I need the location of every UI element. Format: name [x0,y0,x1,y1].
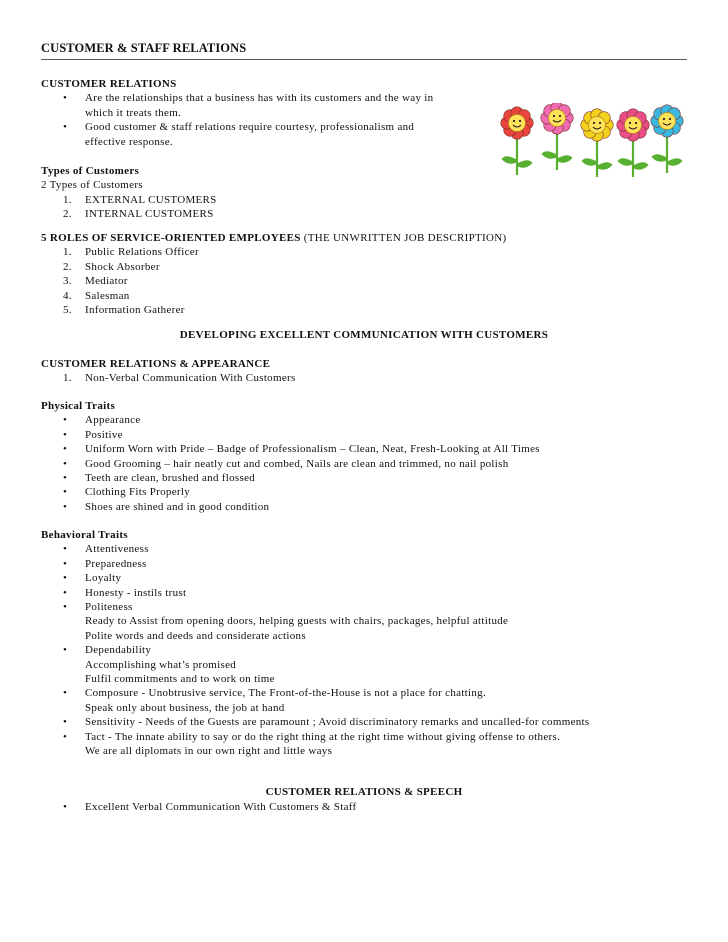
bullet-icon: • [63,572,68,585]
list-item: • Good customer & staff relations require courtesy, professionalism and effective response. [63,121,415,148]
list-item: 4. Salesman [63,289,130,302]
customer-relations-heading: CUSTOMER RELATIONS [41,78,177,90]
list-item: 1. EXTERNAL CUSTOMERS [63,193,217,206]
list-item: • Are the relationships that a business has with its customers and the way in which it treats them. [63,92,434,119]
bullet-icon: • [63,557,68,570]
bullet-icon: • [63,586,68,599]
list-item: • Excellent Verbal Communication With Customers & Staff [63,801,357,813]
list-item: • Sensitivity - Needs of the Guests are paramount ; Avoid discriminatory remarks and uncalled-for comments [63,716,590,729]
developing-heading: DEVELOPING EXCELLENT COMMUNICATION WITH CUSTOMERS [179,329,549,341]
list-item: • Politeness Ready to Assist from opening doors, helping guests with chairs, packages, helpful attitude Polite words and deeds and considerate actions [63,601,509,642]
list-item: • Good Grooming – hair neatly cut and combed, Nails are clean and trimmed, no nail polish [63,457,509,470]
bullet-icon: • [63,414,68,427]
list-item: • Honesty - instils trust [63,586,187,599]
list-item: • Clothing Fits Properly [63,486,190,499]
bullet-icon: • [63,500,68,513]
bullet-icon: • [63,543,68,556]
list-item: • Positive [63,428,123,441]
bullet-icon: • [63,644,68,657]
bullet-icon: • [63,443,68,456]
list-item: 1. Non-Verbal Communication With Customers [63,372,296,385]
bullet-icon: • [63,687,68,700]
physical-heading: Physical Traits [41,400,116,412]
speech-heading: CUSTOMER RELATIONS & SPEECH [265,786,463,798]
bullet-icon: • [63,730,68,743]
behavioral-heading: Behavioral Traits [41,529,128,541]
list-item: • Tact - The innate ability to say or do the right thing at the right time without giving offense to others. We are all diplomats in our own right and little ways [63,730,561,758]
flower-icon [541,103,573,170]
list-item: • Appearance [63,414,141,427]
list-item: • Attentiveness [63,543,149,556]
bullet-icon: • [63,92,68,105]
list-item: 2. Shock Absorber [63,260,160,273]
list-item: • Composure - Unobtrusive service, The Front-of-the-House is not a place for chatting. Speak only about business, the job at hand [63,687,487,714]
page-title: CUSTOMER & STAFF RELATIONS [41,41,687,60]
physical-section [41,399,687,514]
speech-section [41,800,687,814]
list-item: • Dependability Accomplishing what’s promised Fulfil commitments and to work on time [63,644,275,686]
behavioral-section [41,528,687,759]
roles-heading: 5 ROLES OF SERVICE-ORIENTED EMPLOYEES (THE UNWRITTEN JOB DESCRIPTION) [41,232,507,244]
appearance-section [41,357,687,386]
list-item: • Teeth are clean, brushed and flossed [63,472,256,485]
types-heading: Types of Customers [41,165,140,177]
bullet-icon: • [63,472,68,485]
bullet-icon: • [63,121,68,134]
flower-icon [651,105,683,173]
smiling-flowers-image [495,103,690,188]
types-intro: 2 Types of Customers [41,179,143,192]
list-item: • Loyalty [63,572,122,585]
bullet-icon: • [63,801,68,813]
flower-icon [581,109,613,177]
bullet-icon: • [63,486,68,499]
bullet-icon: • [63,716,68,729]
list-item: • Preparedness [63,557,147,570]
flower-icon [617,109,649,177]
appearance-heading: CUSTOMER RELATIONS & APPEARANCE [41,358,271,370]
list-item: 1. Public Relations Officer [63,246,199,259]
list-item: • Uniform Worn with Pride – Badge of Professionalism – Clean, Neat, Fresh-Looking at All Times [63,443,540,456]
list-item: 3. Mediator [63,275,128,288]
list-item: 2. INTERNAL CUSTOMERS [63,208,214,221]
flower-icon [501,107,533,175]
bullet-icon: • [63,601,68,614]
bullet-icon: • [63,457,68,470]
roles-section [41,231,687,317]
list-item: • Shoes are shined and in good condition [63,500,270,513]
list-item: 5. Information Gatherer [63,304,185,317]
bullet-icon: • [63,428,68,441]
